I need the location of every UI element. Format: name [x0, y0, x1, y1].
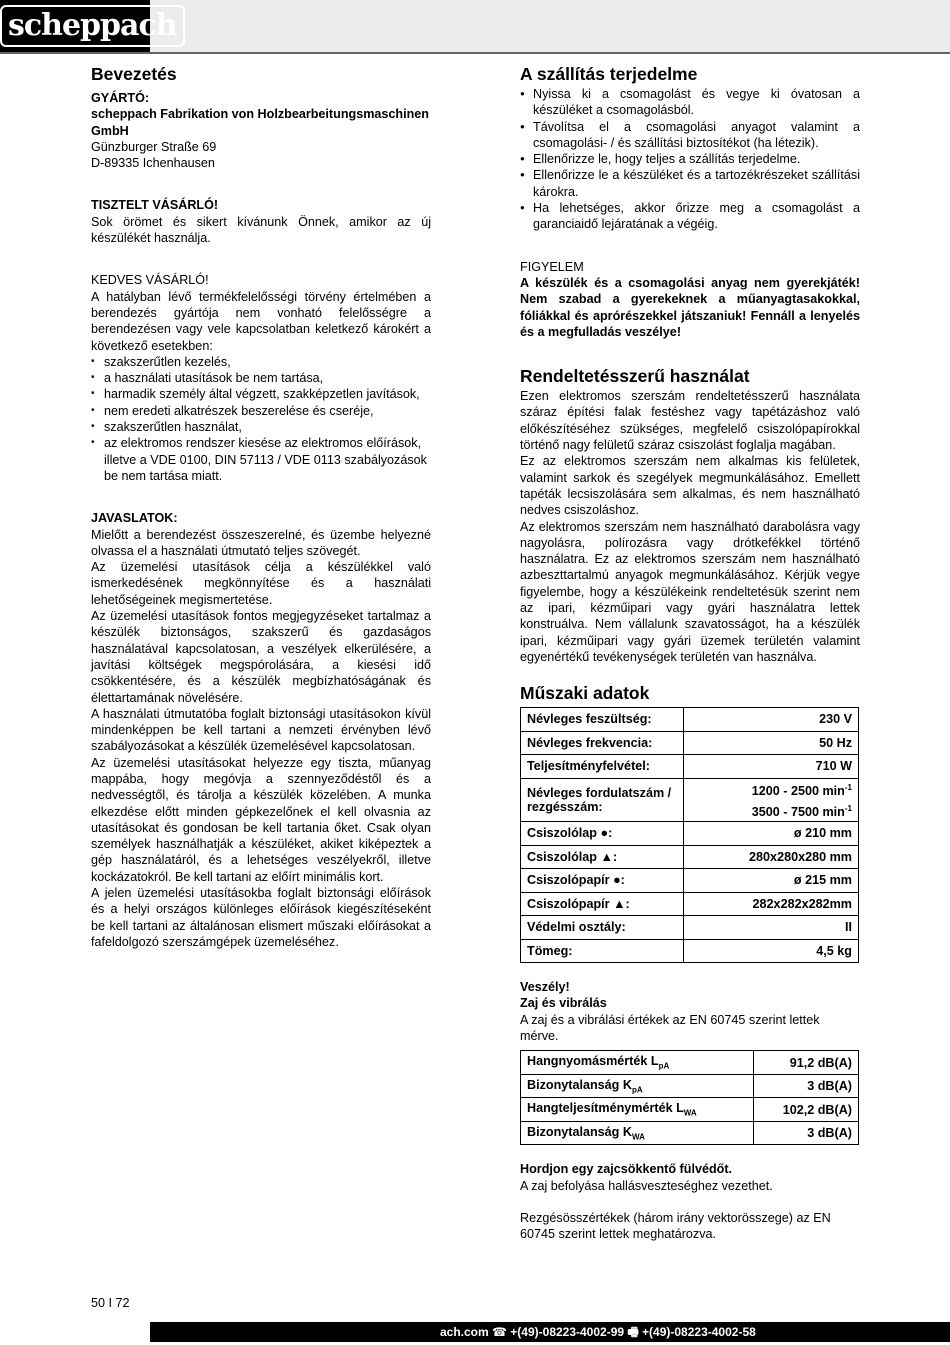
- manufacturer-label: GYÁRTÓ:: [91, 91, 150, 105]
- table-row: [521, 708, 859, 732]
- table-row: [521, 939, 859, 963]
- footer-contact-bar: [150, 1322, 950, 1342]
- spec-value: 710 W: [684, 755, 859, 779]
- spec-value: ø 210 mm: [684, 822, 859, 846]
- section-title-introduction: Bevezetés: [91, 64, 177, 84]
- section-title-technical-data: Műszaki adatok: [520, 683, 650, 704]
- list-item: ● Nyissa ki a csomagolást és vegye ki óvatosan a készüléket a csomagolásból.: [520, 86, 860, 119]
- section-title-delivery: A szállítás terjedelme: [520, 64, 698, 84]
- spec-label: Tömeg:: [521, 939, 684, 963]
- table-row: [521, 845, 859, 869]
- spec-label: Csiszolópapír ▲:: [521, 892, 684, 916]
- right-column: [520, 64, 860, 1242]
- noise-value: 91,2 dB(A): [754, 1051, 859, 1075]
- page-number: 50 I 72: [91, 1296, 130, 1310]
- table-row: [521, 916, 859, 940]
- noise-label: Hangteljesítménymérték $L_{WA}$: [521, 1098, 754, 1122]
- table-row: [521, 1098, 859, 1122]
- contact-info: ach.com ☎ +(49)-08223-4002-99 🖷 +(49)-08223-4002-58: [440, 1325, 756, 1339]
- manufacturer-street: Günzburger Straße 69: [91, 139, 217, 154]
- recommendation-paragraph: A használati útmutatóba foglalt biztonsági utasításokon kívül mindenképpen be kell tartani a nemzeti érvényben lévő szabályozásokat a készülék üzemelésével kapcsolatosan.: [91, 706, 431, 754]
- liability-cases: [91, 354, 431, 484]
- spec-label: Névleges frekvencia:: [521, 731, 684, 755]
- brand-logo: scheppach: [0, 0, 150, 52]
- recommendations-label: JAVASLATOK:: [91, 511, 178, 526]
- list-item: • harmadik személy által végzett, szakképzetlen javítások,: [91, 386, 431, 402]
- left-column: [91, 64, 431, 950]
- list-item: ● Ellenőrizze le, hogy teljes a szállítás terjedelme.: [520, 151, 860, 167]
- noise-label: Bizonytalanság $K_{WA}$: [521, 1121, 754, 1145]
- spec-label: Csiszolólap ▲:: [521, 845, 684, 869]
- list-item: ● Ha lehetséges, akkor őrizze meg a csomagolást a garanciaidő lejáratának a végéig.: [520, 200, 860, 233]
- noise-value: 3 dB(A): [754, 1074, 859, 1098]
- attention-text: A készülék és a csomagolási anyag nem gyerekjáték! Nem szabad a gyerekeknek a műanyagtasakokkal, fóliákkal és aprórészekkel játszaniuk! Fennáll a lenyelés és a megfulladás veszélye!: [520, 275, 860, 339]
- spec-label: Csiszolólap ●:: [521, 822, 684, 846]
- specs-table: [520, 707, 859, 963]
- spec-label: Védelmi osztály:: [521, 916, 684, 940]
- dear-buyer-label: KEDVES VÁSÁRLÓ!: [91, 273, 209, 288]
- spec-value: 282x282x282mm: [684, 892, 859, 916]
- spec-value: 280x280x280 mm: [684, 845, 859, 869]
- recommendation-paragraph: A jelen üzemelési utasításokba foglalt biztonsági előírások és a helyi országos különleges előírások kiegészítéseként be kell tartani az általánosan elismert műszaki előírásokat a fafeldolgozó szerszámgépek üzemeléséhez.: [91, 886, 431, 949]
- list-item: • az elektromos rendszer kiesése az elektromos előírások, illetve a VDE 0100, DIN 57113 / VDE 0113 szabályozások be nem tartása miatt.: [91, 435, 431, 484]
- table-row: [521, 1121, 859, 1145]
- spec-label: Csiszolópapír ●:: [521, 869, 684, 893]
- dear-customer-text: Sok örömet és sikert kívánunk Önnek, amikor az új készülékét használja.: [91, 214, 431, 246]
- page-header: [0, 0, 950, 54]
- noise-table: [520, 1050, 859, 1145]
- spec-label: Névleges fordulatszám / rezgésszám:: [521, 778, 684, 821]
- table-row: [521, 731, 859, 755]
- spec-value-line: 3500 - 7500 min: [751, 805, 845, 820]
- intended-use-paragraph: Ez az elektromos szerszám nem alkalmas kis felületek, valamint sarkok és szegélyek megmunkálásához. Emellett tapéták lecsiszolására sem alkalmas, és nem használható nedves csiszoláshoz.: [520, 454, 860, 518]
- dear-customer-label: TISZTELT VÁSÁRLÓ!: [91, 198, 219, 213]
- spec-value: 1200 - 2500 $\min^{-1}$ 3500 - 7500 $\min^{-1}$: [684, 778, 859, 821]
- spec-value-line: 1200 - 2500 min: [751, 783, 845, 798]
- table-row: [521, 822, 859, 846]
- list-item: • szakszerűtlen használat,: [91, 419, 431, 435]
- spec-label: Teljesítményfelvétel:: [521, 755, 684, 779]
- noise-label: Zaj és vibrálás: [520, 996, 607, 1011]
- manufacturer-city: D-89335 Ichenhausen: [91, 156, 215, 171]
- table-row: [521, 869, 859, 893]
- spec-value: 230 V: [684, 708, 859, 732]
- noise-label: Hangnyomásmérték $L_{pA}$: [521, 1051, 754, 1075]
- list-item: • szakszerűtlen kezelés,: [91, 354, 431, 370]
- table-row: [521, 892, 859, 916]
- table-row: [521, 1051, 859, 1075]
- spec-value: ø 215 mm: [684, 869, 859, 893]
- spec-value: 50 Hz: [684, 731, 859, 755]
- spec-value: II: [684, 916, 859, 940]
- section-title-intended-use: Rendeltetésszerű használat: [520, 366, 750, 387]
- list-item: • a használati utasítások be nem tartása,: [91, 370, 431, 386]
- recommendation-paragraph: Mielőtt a berendezést összeszerelné, és üzembe helyezné olvassa el a használati útmutató teljes szövegét.: [91, 527, 431, 558]
- delivery-list: [520, 86, 860, 233]
- ear-protection-label: Hordjon egy zajcsökkentő fülvédőt.: [520, 1162, 733, 1177]
- noise-text: A zaj és a vibrálási értékek az EN 60745 szerint lettek mérve.: [520, 1012, 820, 1043]
- intended-use-paragraph: Az elektromos szerszám nem használható darabolásra vagy nagyolásra, polírozásra vagy drótkefékkel történő használatra. Ez az elektromos szerszám nem használható azbeszttartalmú anyagok megmunkálásához. Kérjük vegye figyelembe, hogy a készülékeink rendeltetésük szerint nem az ipari, kézműipari vagy gyári használatra lettek konstruálva. Nem vállalunk szavatosságot, ha a készülék ipari, kézműipari vagy gyári üzemek területén valamint egyenértékű tevékenységek területén van használva.: [520, 519, 860, 664]
- recommendation-paragraph: Az üzemelési utasításokat helyezze egy tiszta, műanyag mappába, hogy megóvja a szennyeződéstől és a nedvességtől, és tárolja a készülék közelében. A munka elkezdése előtt minden gépkezelőnek el kell olvasnia az utasításokat és gondosan be kell tartania őket. Csak olyan személyek használhatják a készüléket, akiket kiképeztek a gép használatáról, és a lehetséges veszélyekről, illetve kockázatokról. Be kell tartani az előírt minimális kort.: [91, 755, 431, 884]
- danger-label: Veszély!: [520, 980, 570, 995]
- recommendation-paragraph: Az üzemelési utasítások fontos megjegyzéseket tartalmaz a készülék biztonságos, szakszerű és gazdaságos használatával kapcsolatosan, a veszélyek elkerülésére, a javítási költségek megspórolására, a kiesési idő csökkentésére, és a készülék megbízhatóságának és élettartamának növelésére.: [91, 609, 431, 705]
- spec-label: Névleges feszültség:: [521, 708, 684, 732]
- intended-use-paragraph: Ezen elektromos szerszám rendeltetésszerű használata száraz építési falak festéshez vagy tapétázáshoz való előkészítéséhez szükséges, megfelelő csiszolópapírokkal történő nagy felületű száraz csiszolást foglalja magában.: [520, 389, 860, 453]
- attention-label: FIGYELEM: [520, 259, 584, 274]
- liability-text: A hatályban lévő termékfelelősségi törvény értelmében a berendezés gyártója nem vonható felelősségre a berendezésen vagy vele kapcsolatban keletkező károkért a következő esetekben:: [91, 289, 431, 353]
- noise-value: 102,2 dB(A): [754, 1098, 859, 1122]
- list-item: ● Távolítsa el a csomagolási anyagot valamint a csomagolási- / és szállítási biztosítékot (ha létezik).: [520, 119, 860, 152]
- vibration-text: Rezgésösszértékek (három irány vektorösszege) az EN 60745 szerint lettek meghatározva.: [520, 1210, 831, 1242]
- ear-protection-text: A zaj befolyása hallásveszteséghez vezethet.: [520, 1178, 773, 1193]
- recommendation-paragraph: Az üzemelési utasítások célja a készülékkel való ismerkedésének megkönnyítése és a használati lehetőségeinek megismertetése.: [91, 560, 431, 607]
- manufacturer-name: scheppach Fabrikation von Holzbearbeitungsmaschinen GmbH: [91, 107, 430, 138]
- spec-value: 4,5 kg: [684, 939, 859, 963]
- table-row: [521, 1074, 859, 1098]
- list-item: • nem eredeti alkatrészek beszerelése és cseréje,: [91, 403, 431, 419]
- list-item: ● Ellenőrizze le a készüléket és a tartozékrészeket szállítási károkra.: [520, 167, 860, 200]
- noise-label: Bizonytalanság $K_{pA}$: [521, 1074, 754, 1098]
- noise-value: 3 dB(A): [754, 1121, 859, 1145]
- table-row: [521, 755, 859, 779]
- table-row: [521, 778, 859, 821]
